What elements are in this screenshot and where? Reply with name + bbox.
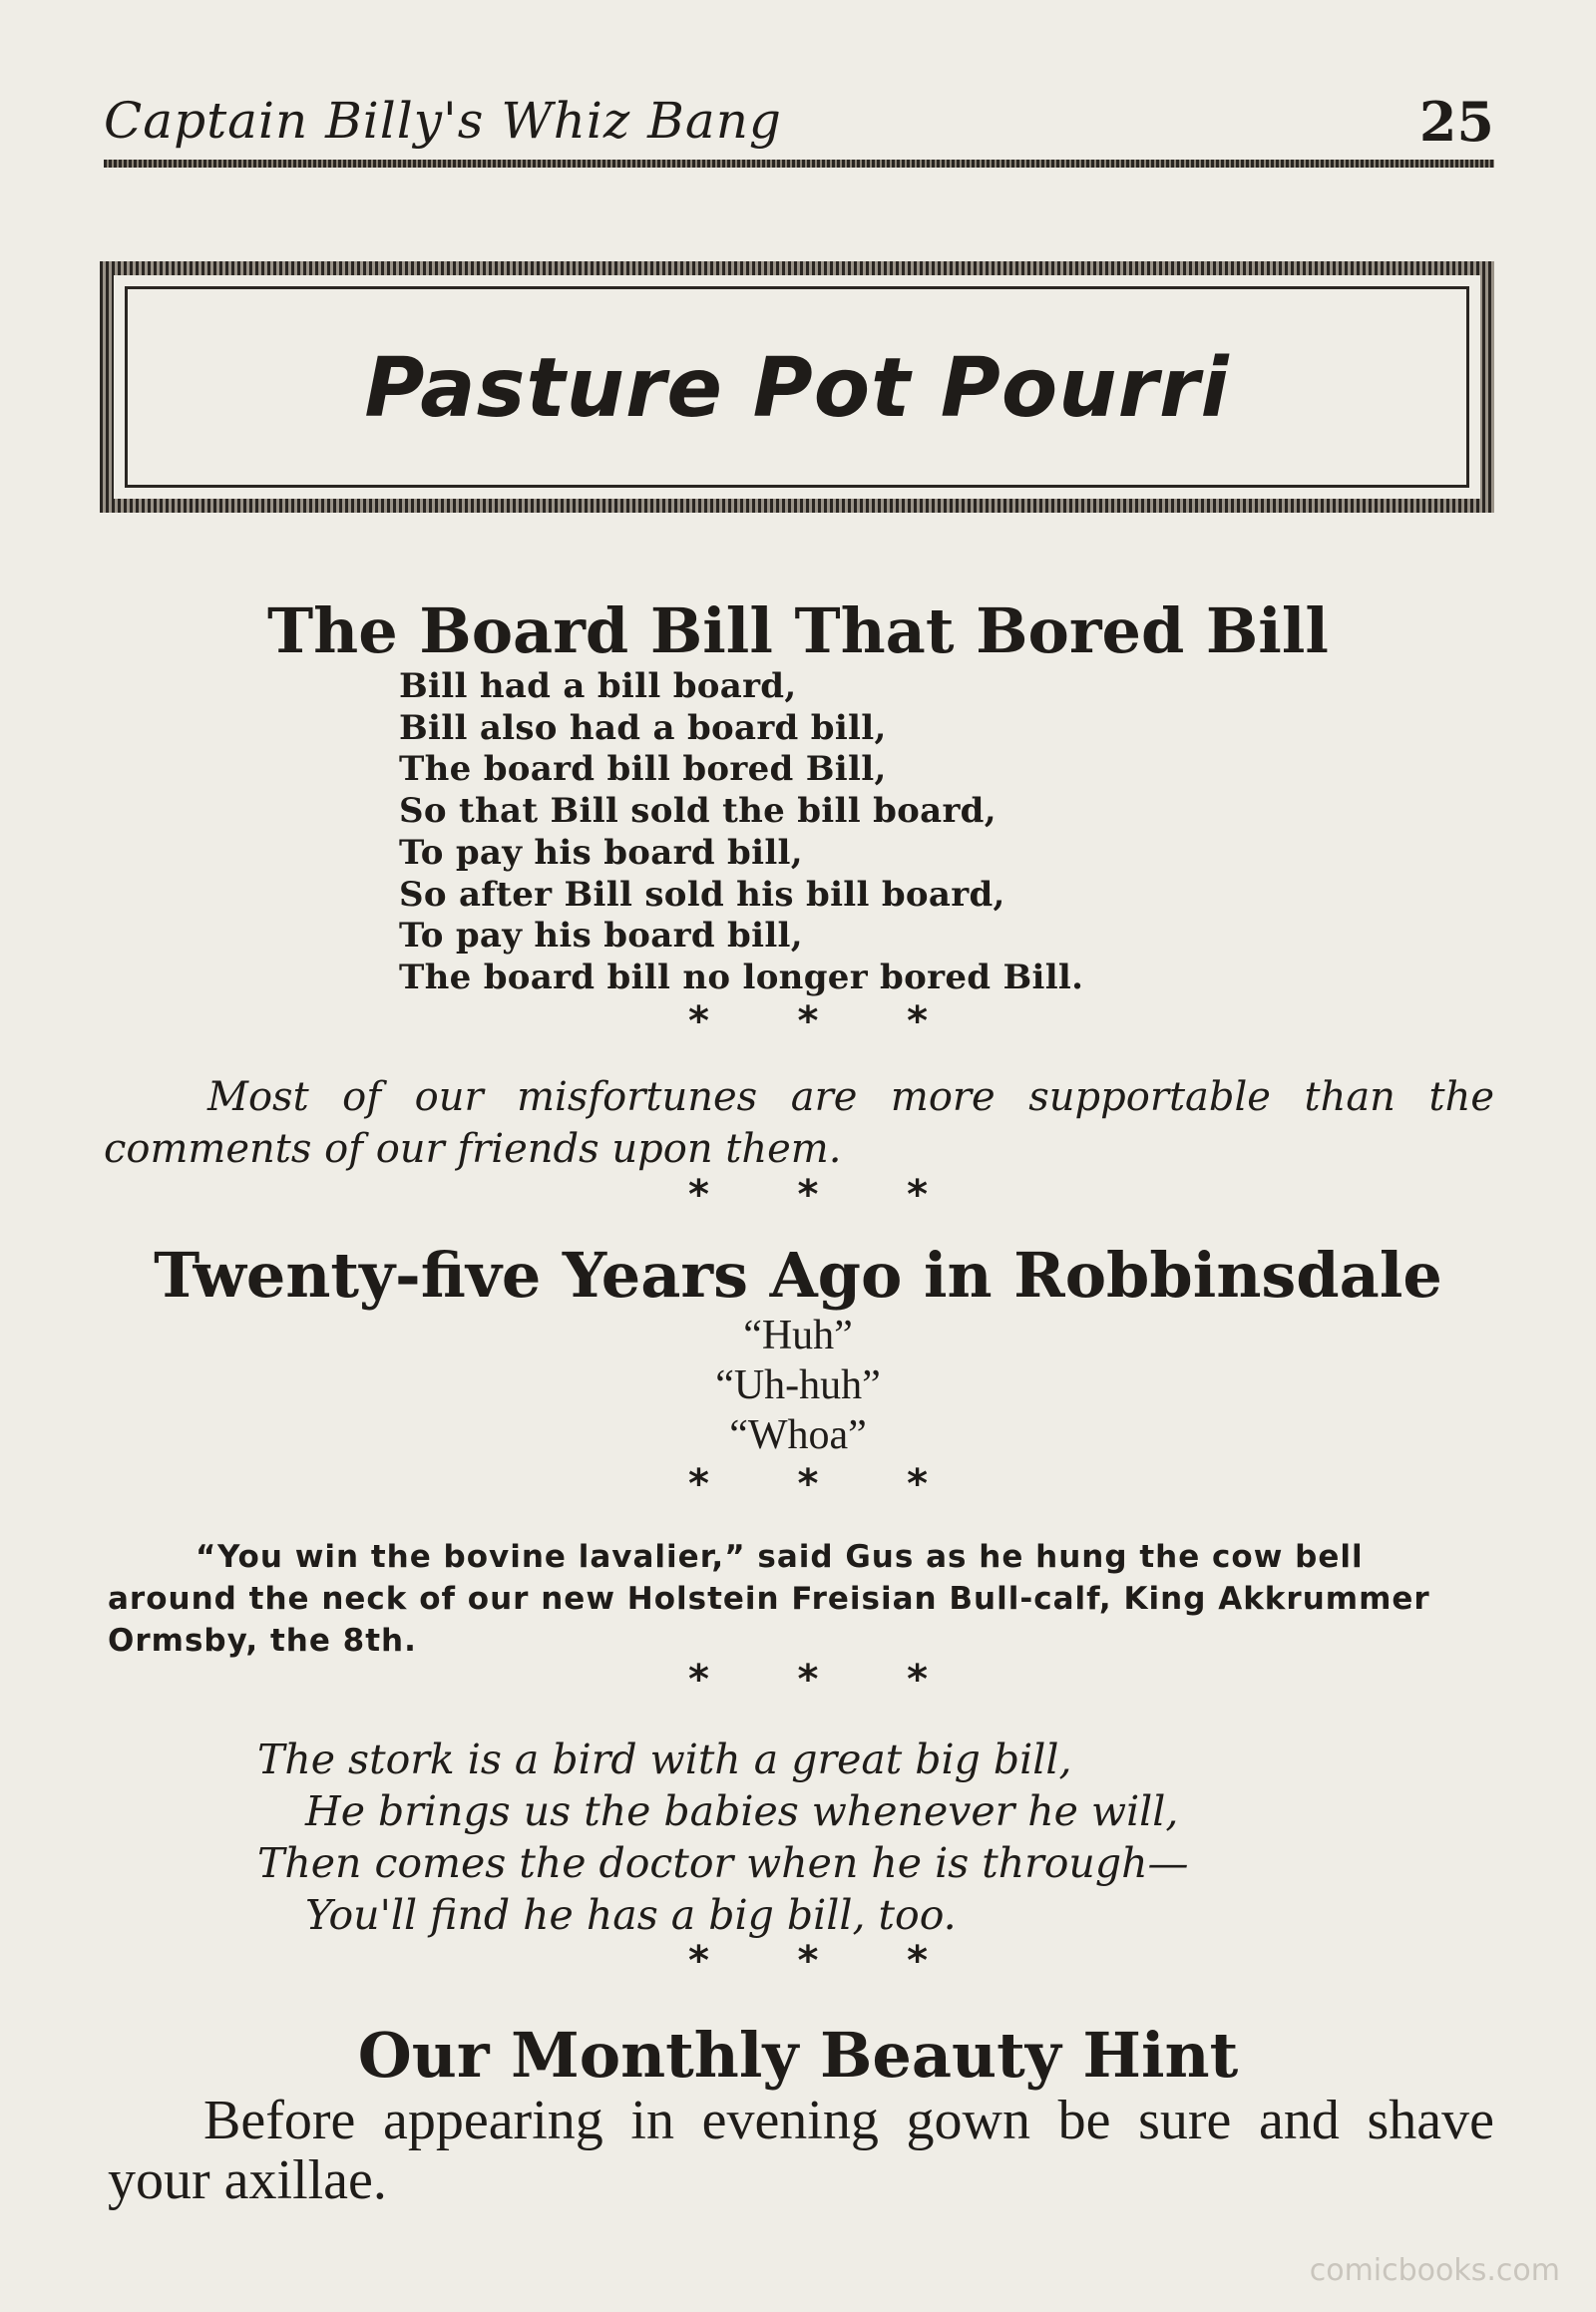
dialogue-line: “Huh” [743,1313,853,1358]
misfortunes-paragraph: Most of our misfortunes are more supportable than the comments of our friends upon them. [104,1074,1494,1172]
asterism-separator: * * * [688,1172,928,1218]
board-bill-heading: The Board Bill That Bored Bill [267,594,1329,667]
section-title-box [100,261,1494,513]
watermark: comicbooks.com [1309,2253,1560,2288]
verse-line: So that Bill sold the bill board, [399,791,997,832]
verse-line: You'll find he has a big bill, too. [305,1891,957,1939]
verse-line: The stork is a bird with a great big bill, [257,1735,1072,1783]
dialogue-line: “Uh-huh” [715,1362,881,1408]
dialogue-line: “Whoa” [729,1412,867,1458]
verse-line: Then comes the doctor when he is through— [257,1839,1189,1887]
robbinsdale-heading: Twenty-five Years Ago in Robbinsdale [154,1239,1442,1312]
verse-line: The board bill no longer bored Bill. [399,957,1084,997]
running-header [104,92,1494,172]
stork-verse [257,1734,1189,1941]
page-number: 25 [1418,90,1494,154]
asterism-separator: * * * [688,1938,928,1984]
header-rule [104,160,1494,168]
verse-line: To pay his board bill, [399,832,803,873]
verse-line: So after Bill sold his bill board, [399,874,1005,915]
beauty-hint-paragraph: Before appearing in evening gown be sure and shave your axillae. [108,2090,1494,2211]
lavalier-paragraph: “You win the bovine lavalier,” said Gus as he hung the cow bell around the neck of our new Holstein Freisian Bull-calf, King Akkrummer Ormsby, the 8th. [108,1539,1430,1659]
board-bill-verse [399,666,1083,999]
verse-line: To pay his board bill, [399,916,803,957]
verse-line: Bill also had a board bill, [399,707,887,748]
verse-line: The board bill bored Bill, [399,749,887,790]
asterism-separator: * * * [688,1461,928,1507]
asterism-separator: * * * [688,1657,928,1703]
running-title: Captain Billy's Whiz Bang [104,92,782,150]
beauty-hint-heading: Our Monthly Beauty Hint [357,2019,1239,2092]
asterism-separator: * * * [688,998,928,1044]
verse-line: Bill had a bill board, [399,666,797,706]
verse-line: He brings us the babies whenever he will, [305,1787,1179,1835]
section-title: Pasture Pot Pourri [364,341,1230,436]
robbinsdale-dialogue [0,1311,1596,1460]
